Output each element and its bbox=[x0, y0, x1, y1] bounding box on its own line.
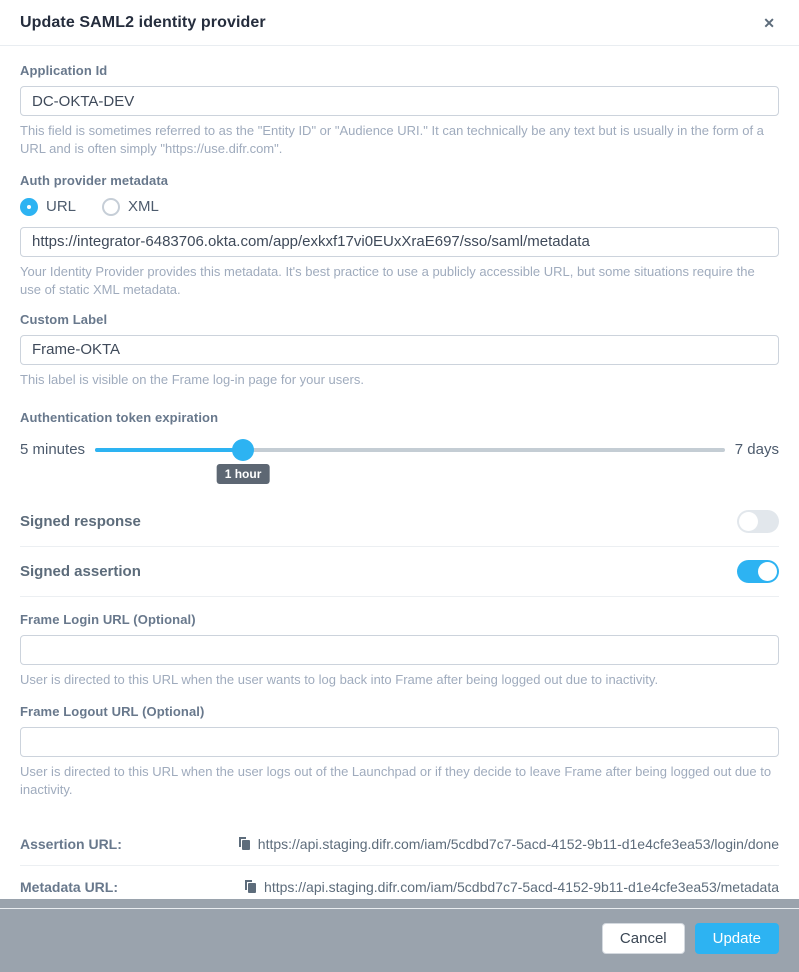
slider-max-label: 7 days bbox=[734, 441, 779, 459]
frame-logout-url-group bbox=[20, 704, 779, 799]
token-expiration-group bbox=[20, 410, 779, 485]
toggle-section bbox=[20, 497, 779, 597]
application-id-group bbox=[20, 63, 779, 158]
radio-url-label: URL bbox=[46, 198, 77, 216]
toggle-knob bbox=[739, 512, 758, 531]
frame-login-url-label: Frame Login URL (Optional) bbox=[20, 611, 196, 627]
assertion-url-row bbox=[20, 823, 779, 865]
cancel-button[interactable]: Cancel bbox=[602, 923, 685, 954]
auth-metadata-radio-row bbox=[20, 198, 779, 216]
metadata-url-input[interactable] bbox=[20, 227, 779, 257]
signed-assertion-toggle[interactable] bbox=[737, 560, 779, 583]
slider-tooltip-row bbox=[95, 461, 725, 483]
metadata-url-label: Metadata URL: bbox=[20, 878, 119, 895]
radio-xml-label: XML bbox=[128, 198, 159, 216]
auth-metadata-group bbox=[20, 173, 779, 299]
signed-response-row bbox=[20, 497, 779, 547]
close-icon[interactable]: ✕ bbox=[759, 14, 779, 32]
token-expiration-label: Authentication token expiration bbox=[20, 409, 219, 425]
frame-login-url-group bbox=[20, 612, 779, 689]
assertion-url-label: Assertion URL: bbox=[20, 835, 122, 852]
application-id-help: This field is sometimes referred to as the "Entity ID" or "Audience URI." It can technically be any text but is usually in the form of a URL and is often simply "https://use.difr.com". bbox=[20, 123, 764, 156]
frame-login-url-help: User is directed to this URL when the user wants to log back into Frame after being logged out due to inactivity. bbox=[20, 671, 659, 687]
modal-body bbox=[0, 46, 799, 908]
radio-option-xml[interactable] bbox=[102, 198, 159, 216]
signed-assertion-row bbox=[20, 547, 779, 597]
slider-value-tooltip: 1 hour bbox=[217, 464, 270, 484]
modal-footer bbox=[0, 908, 799, 972]
frame-logout-url-input[interactable] bbox=[20, 727, 779, 757]
application-id-label: Application Id bbox=[20, 63, 108, 78]
custom-label-help: This label is visible on the Frame log-in page for your users. bbox=[20, 371, 364, 387]
radio-url-icon bbox=[20, 198, 38, 216]
signed-assertion-label: Signed assertion bbox=[20, 562, 141, 580]
radio-xml-icon bbox=[102, 198, 120, 216]
copy-icon[interactable] bbox=[237, 836, 251, 851]
frame-logout-url-label: Frame Logout URL (Optional) bbox=[20, 703, 205, 719]
copy-icon[interactable] bbox=[243, 879, 257, 894]
update-button[interactable]: Update bbox=[695, 923, 779, 954]
slider-fill bbox=[95, 448, 243, 452]
assertion-url-value: https://api.staging.difr.com/iam/5cdbd7c7-5acd-4152-9b11-d1e4cfe3ea53/login/done bbox=[257, 835, 779, 852]
slider-min-label: 5 minutes bbox=[20, 441, 86, 459]
metadata-url-row bbox=[20, 865, 779, 908]
auth-metadata-help: Your Identity Provider provides this metadata. It's best practice to use a publicly accessible URL, but some situations require the use of static XML metadata. bbox=[20, 263, 755, 297]
toggle-knob bbox=[758, 562, 777, 581]
frame-login-url-input[interactable] bbox=[20, 635, 779, 665]
metadata-url-value: https://api.staging.difr.com/iam/5cdbd7c7-5acd-4152-9b11-d1e4cfe3ea53/metadata bbox=[264, 878, 779, 895]
token-expiration-slider-row bbox=[20, 439, 779, 481]
slider-handle[interactable] bbox=[232, 439, 254, 461]
signed-response-label: Signed response bbox=[20, 512, 141, 530]
token-expiration-slider[interactable] bbox=[95, 439, 725, 481]
frame-logout-url-help: User is directed to this URL when the user logs out of the Launchpad or if they decide to leave Frame after being logged out due to inactivity. bbox=[20, 763, 772, 797]
custom-label-group bbox=[20, 312, 779, 389]
radio-option-url[interactable] bbox=[20, 198, 76, 216]
auth-metadata-label: Auth provider metadata bbox=[20, 172, 169, 188]
modal-title: Update SAML2 identity provider bbox=[20, 14, 266, 31]
readonly-url-section bbox=[20, 823, 779, 908]
custom-label-label: Custom Label bbox=[20, 311, 108, 327]
modal-header bbox=[0, 0, 799, 46]
custom-label-input[interactable] bbox=[20, 335, 779, 365]
signed-response-toggle[interactable] bbox=[737, 510, 779, 533]
application-id-input[interactable] bbox=[20, 86, 779, 116]
